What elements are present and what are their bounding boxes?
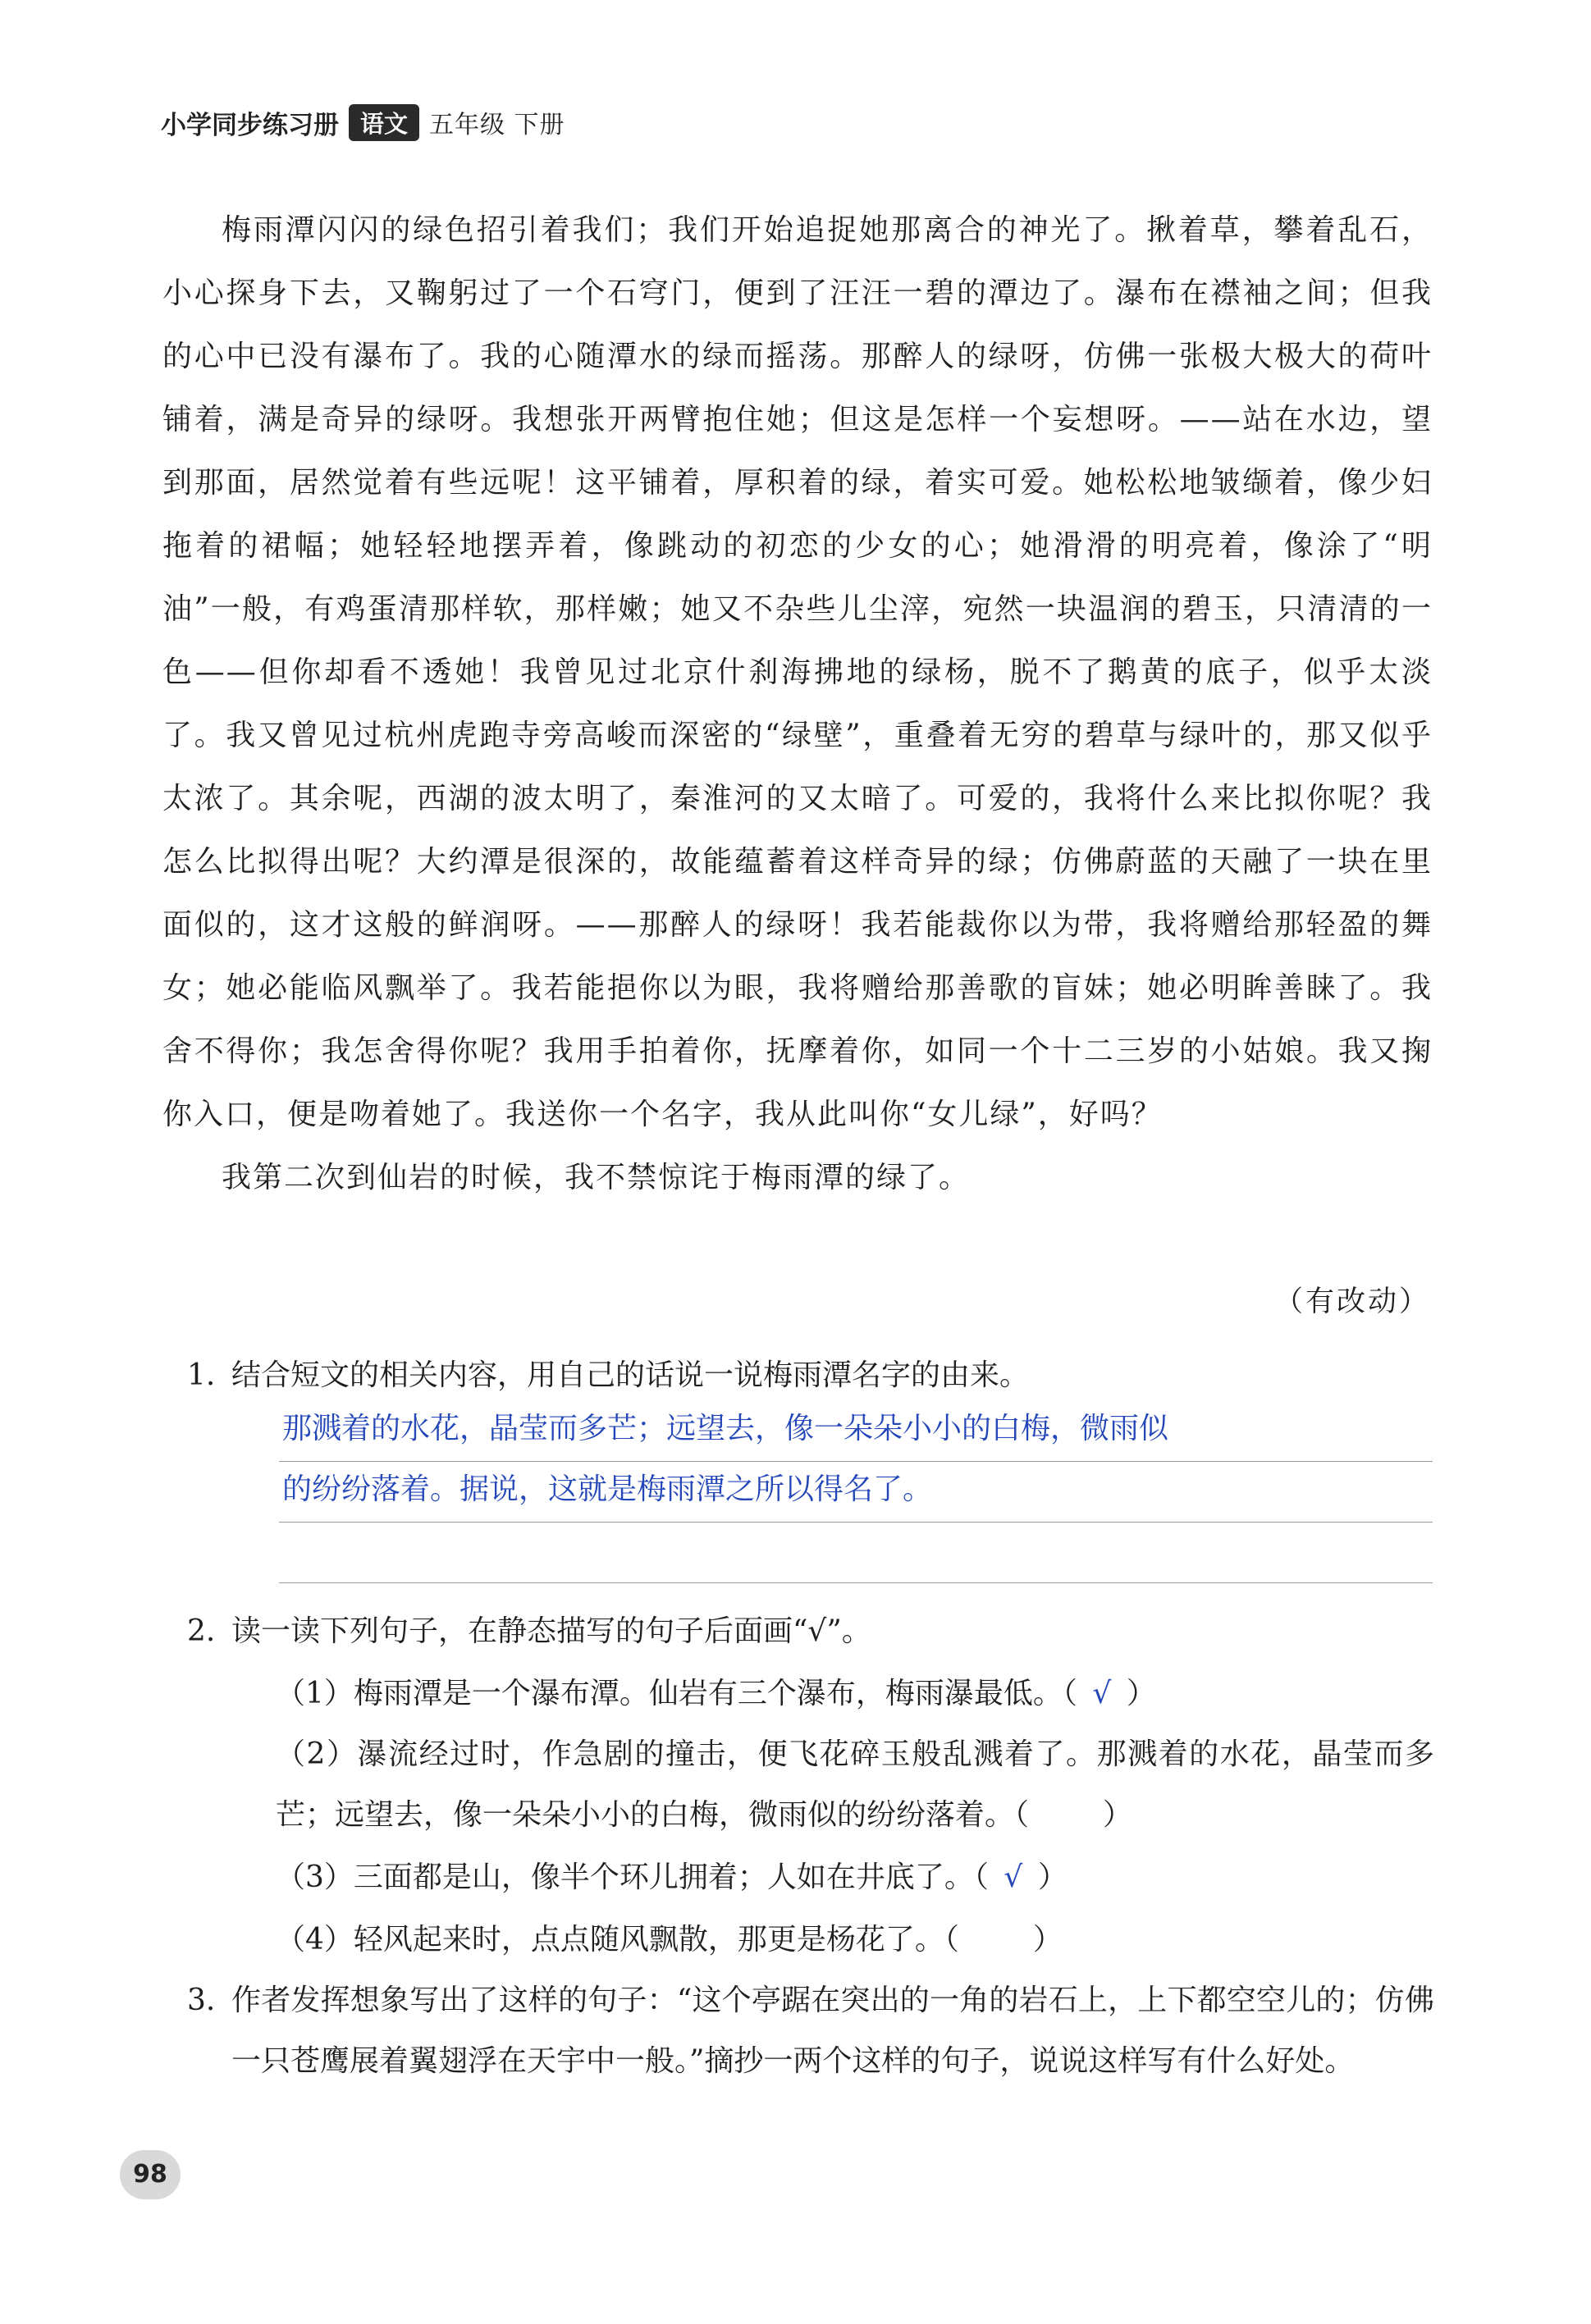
reading-passage [162,199,1433,1209]
question-number: 2. [187,1614,216,1648]
item-text: （1）梅雨潭是一个瀑布潭。仙岩有三个瀑布，梅雨瀑最低。（ [276,1677,1077,1710]
q2-item-3 [276,1847,1434,1908]
page-number: 98 [120,2150,181,2199]
question-3 [187,1970,1434,2092]
item-text: （2）瀑流经过时，作急剧的撞击，便飞花碎玉般乱溅着了。那溅着的水花，晶莹而多芒；远望去，像一朵朵小小的白梅，微雨似的纷纷落着。（ [276,1737,1434,1832]
series-title: 小学同步练习册 [161,110,339,140]
item-text: （3）三面都是山，像半个环儿拥着；人如在井底了。（ [276,1861,989,1894]
question-text: 作者发挥想象写出了这样的句子：“这个亭踞在突出的一角的岩石上，上下都空空儿的；仿佛一只苍鹰展着翼翅浮在天宇中一般。”摘抄一两个这样的句子，说说这样写有什么好处。 [231,1984,1434,2078]
q2-item-2 [276,1724,1434,1846]
passage-paragraph: 梅雨潭闪闪的绿色招引着我们；我们开始追捉她那离合的神光了。揪着草，攀着乱石，小心探身下去，又鞠躬过了一个石穹门，便到了汪汪一碧的潭边了。瀑布在襟袖之间；但我的心中已没有瀑布了。我的心随潭水的绿而摇荡。那醉人的绿呀，仿佛一张极大极大的荷叶铺着，满是奇异的绿呀。我想张开两臂抱住她；但这是怎样一个妄想呀。——站在水边，望到那面，居然觉着有些远呢！这平铺着，厚积着的绿，着实可爱。她松松地皱缬着，像少妇拖着的裙幅；她轻轻地摆弄着，像跳动的初恋的少女的心；她滑滑的明亮着，像涂了“明油”一般，有鸡蛋清那样软，那样嫩；她又不杂些儿尘滓，宛然一块温润的碧玉，只清清的一色——但你却看不透她！我曾见过北京什刹海拂地的绿杨，脱不了鹅黄的底子，似乎太淡了。我又曾见过杭州虎跑寺旁高峻而深密的“绿壁”，重叠着无穷的碧草与绿叶的，那又似乎太浓了。其余呢，西湖的波太明了，秦淮河的又太暗了。可爱的，我将什么来比拟你呢？我怎么比拟得出呢？大约潭是很深的，故能蕴蓄着这样奇异的绿；仿佛蔚蓝的天融了一块在里面似的，这才这般的鲜润呀。——那醉人的绿呀！我若能裁你以为带，我将赠给那轻盈的舞女；她必能临风飘举了。我若能挹你以为眼，我将赠给那善歌的盲妹；她必明眸善睐了。我舍不得你；我怎舍得你呢？我用手拍着你，抚摩着你，如同一个十二三岁的小姑娘。我又掬你入口，便是吻着她了。我送你一个名字，我从此叫你“女儿绿”，好吗？ [162,213,1433,1131]
q2-item-4 [276,1910,1434,1970]
paren-close: ） [1103,1798,1133,1832]
question-number: 3. [187,1984,216,2017]
paren-close: ） [1032,1923,1063,1956]
q2-item-1 [276,1664,1434,1724]
subject-badge: 语文 [349,104,419,141]
question-2 [187,1601,1434,1662]
handwritten-answer: 那溅着的水花，晶莹而多芒；远望去，像一朵朵小小的白梅，微雨似 [282,1412,1169,1445]
question-number: 1. [187,1358,216,1392]
source-note: （有改动） [1273,1285,1430,1318]
item-text: （4）轻风起来时，点点随风飘散，那更是杨花了。（ [276,1923,959,1956]
answer-line[interactable] [279,1522,1433,1583]
question-text: 结合短文的相关内容，用自己的话说一说梅雨潭名字的由来。 [231,1358,1030,1392]
check-mark[interactable]: √ [1092,1677,1112,1710]
check-mark[interactable]: √ [1004,1861,1023,1894]
paren-close: ） [1126,1677,1156,1710]
handwritten-answer: 的纷纷落着。据说，这就是梅雨潭之所以得名了。 [282,1472,933,1506]
passage-paragraph: 我第二次到仙岩的时候，我不禁惊诧于梅雨潭的绿了。 [222,1161,971,1194]
question-1 [187,1345,1434,1406]
grade-label: 五年级 下册 [429,111,565,139]
page-header [161,103,565,141]
paren-close: ） [1037,1861,1068,1894]
question-text: 读一读下列句子，在静态描写的句子后面画“√”。 [231,1614,871,1648]
